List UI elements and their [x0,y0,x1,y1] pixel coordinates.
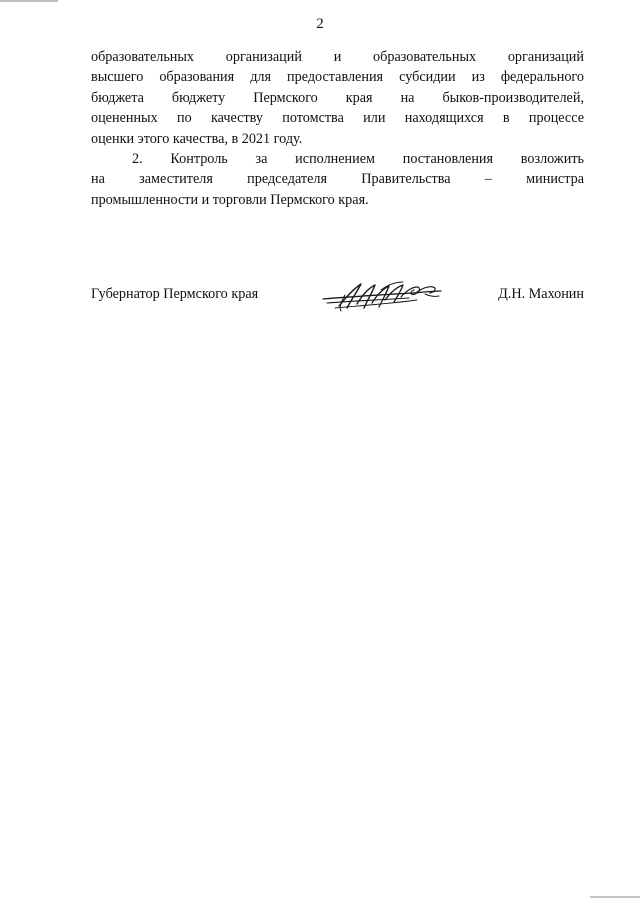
scan-edge-mark [590,896,640,898]
signer-position-title: Губернатор Пермского края [91,286,259,302]
paragraph-line: образовательных организаций и образовательных организаций [91,49,584,65]
signature-block [91,278,584,318]
page-number: 2 [316,16,324,32]
paragraph-line: на заместителя председателя Правительства – министра [91,171,584,188]
paragraph-line: оцененных по качеству потомства или находящихся в процессе [91,110,584,127]
paragraph-last-line: оценки этого качества, в 2021 году. [91,130,303,147]
paragraph-line: высшего образования для предоставления субсидии из федерального [91,69,584,86]
paragraph-subsidy-allocation [91,47,584,149]
handwritten-signature-icon [317,278,447,316]
paragraph-line: бюджета бюджету Пермского края на быков-производителей, [91,89,584,106]
signer-name: Д.Н. Махонин [498,286,584,302]
paragraph-last-line: промышленности и торговли Пермского края. [91,191,369,208]
paragraph-control-assignment [91,149,584,210]
paragraph-line: 2. Контроль за исполнением постановления возложить [132,151,584,167]
scan-edge-mark [0,0,58,2]
